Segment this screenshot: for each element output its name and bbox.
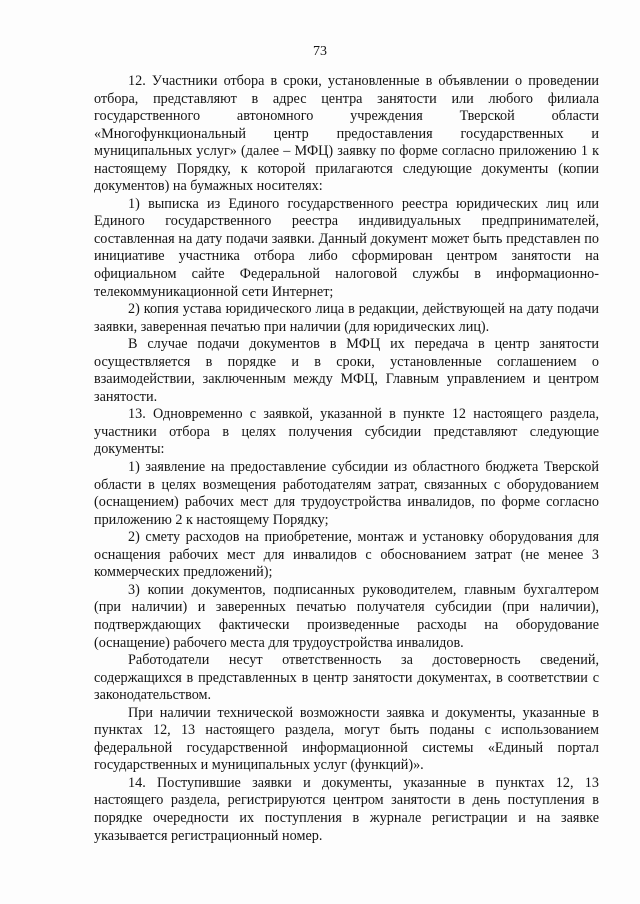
page-number: 73 [313,44,327,59]
paragraph-12-item-1: 1) выписка из Единого государственного реестра юридических лиц или Единого государственного реестра индивидуальных предпринимателей, составленная на дату подачи заявки. Данный документ может быть представлен по инициативе участника отбора либо сформирован центром занятости на официальном сайте Федеральной налоговой службы в информационно-телекоммуникационной сети Интернет; [94,195,599,300]
paragraph-12-item-2: 2) копия устава юридического лица в редакции, действующей на дату подачи заявки, заверенная печатью при наличии (для юридических лиц). [94,301,599,335]
paragraph-14: 14. Поступившие заявки и документы, указанные в пунктах 12, 13 настоящего раздела, регистрируются центром занятости в день поступления в порядке очередности их поступления в журнале регистрации и на заявке указывается регистрационный номер. [94,774,599,844]
paragraph-13: 13. Одновременно с заявкой, указанной в пункте 12 настоящего раздела, участники отбора в целях получения субсидии представляют следующие документы: [94,406,599,458]
paragraph-13-item-2: 2) смету расходов на приобретение, монтаж и установку оборудования для оснащения рабочих мест для инвалидов с обоснованием затрат (не менее 3 коммерческих предложений); [94,529,599,581]
paragraph-13-item-3: 3) копии документов, подписанных руководителем, главным бухгалтером (при наличии) и заверенных печатью получателя субсидии (при наличии), подтверждающих фактически произведенные расходы на оборудование (оснащение) рабочего места для трудоустройства инвалидов. [94,581,599,651]
paragraph-mfc-transfer: В случае подачи документов в МФЦ их передача в центр занятости осуществляется в порядке и в сроки, установленные соглашением о взаимодействии, заключенным между МФЦ, Главным управлением и центром занятости. [94,336,599,405]
paragraph-13-item-1: 1) заявление на предоставление субсидии из областного бюджета Тверской области в целях возмещения работодателям затрат, связанных с оборудованием (оснащением) рабочих мест для трудоустройства инвалидов, по форме согласно приложению 2 к настоящему Порядку; [94,459,599,528]
document-body [94,73,599,845]
paragraph-employer-responsibility: Работодатели несут ответственность за достоверность сведений, содержащихся в представленных в центр занятости документах, в соответствии с законодательством. [94,652,599,704]
paragraph-electronic-submission: При наличии технической возможности заявка и документы, указанные в пунктах 12, 13 настоящего раздела, могут быть поданы с использованием федеральной государственной информационной системы «Единый портал государственных и муниципальных услуг (функций)». [94,704,599,774]
paragraph-12: 12. Участники отбора в сроки, установленные в объявлении о проведении отбора, представляют в адрес центра занятости или любого филиала государственного автономного учреждения Тверской области «Многофункциональный центр предоставления государственных и муниципальных услуг» (далее – МФЦ) заявку по форме согласно приложению 1 к настоящему Порядку, к которой прилагаются следующие документы (копии документов) на бумажных носителях: [94,73,599,195]
